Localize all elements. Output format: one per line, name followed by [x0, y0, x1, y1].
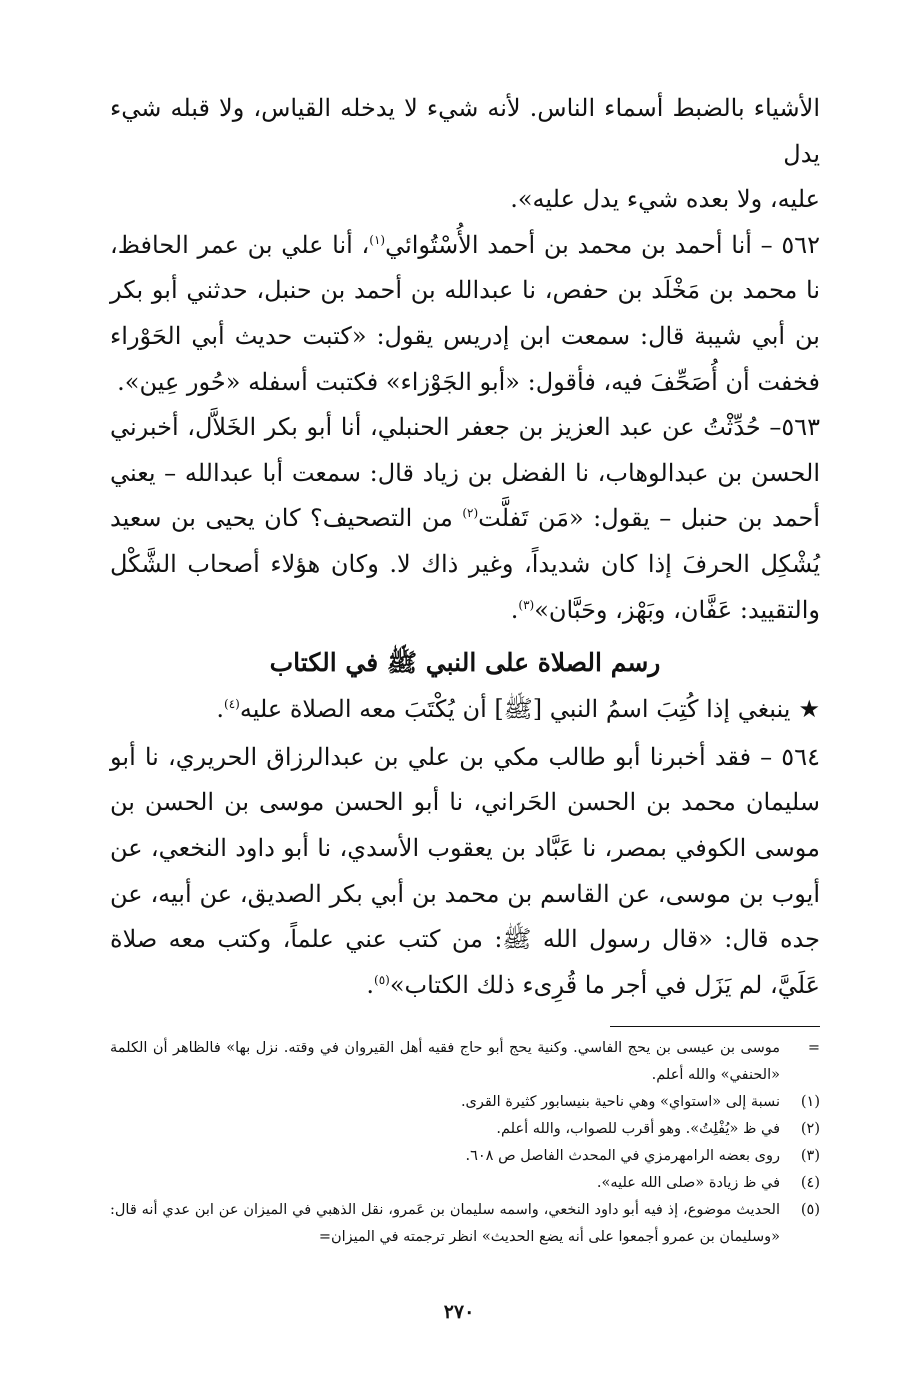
punctuation: . — [366, 970, 374, 999]
punctuation: . — [216, 695, 225, 724]
item-number: ٥٦٢ – — [760, 230, 820, 259]
footnote-text: موسى بن عيسى بن يحج الفاسي. وكنية يحج أبو حاج فقيه أهل القيروان في وقته. نزل بها» فالظاهر أن الكلمة «الحنفي» والله أعلم. — [110, 1040, 780, 1084]
footnote-text: الحديث موضوع، إذ فيه أبو داود النخعي، واسمه سليمان بن عَمرو، نقل الذهبي في الميزان عن ابن عدي أنه قال: «وسليمان بن عمرو أجمعوا على أنه يضع الحديث» انظر ترجمته في الميزان= — [110, 1202, 780, 1246]
footnote-mark: (٣) — [800, 1148, 820, 1165]
main-text — [110, 86, 820, 1008]
paragraph-text: حُدِّثْتُ عن عبد العزيز بن جعفر الحنبلي، أنا أبو بكر الخَلاَّل، أخبرني الحسن بن عبدالوهاب، نا الفضل بن زياد قال: سمعت أبا عبدالله – يعني أحمد بن حنبل – يقول: «مَن تَفلَّت — [110, 413, 820, 533]
footnote-text: في ظ «يُفْلِتُ». وهو أقرب للصواب، والله أعلم. — [496, 1121, 780, 1138]
item-number: ٥٦٤ – — [760, 742, 820, 771]
page-number: ٢٧٠ — [443, 1301, 475, 1323]
footnote-mark: (٤) — [800, 1175, 820, 1192]
footnote-text: في ظ زيادة «صلى الله عليه». — [596, 1175, 780, 1192]
punctuation: . — [510, 595, 519, 624]
footnote-ref: (٤) — [224, 697, 240, 712]
footnote-divider — [610, 1026, 820, 1027]
paragraph-564 — [110, 735, 820, 1009]
book-page — [110, 86, 820, 1251]
paragraph-text: ، أنا علي بن عمر الحافظ، نا محمد بن مَخْلَد بن حفص، نا عبدالله بن أحمد بن حنبل، حدثني أبو بكر بن أبي شيبة قال: سمعت ابن إدريس يقول: «كتبت حديث أبي الحَوْراء فخفت أن أُصَحِّفَ فيه، فأقول: «أبو الجَوْزاء» فكتبت أسفله «حُور عِين». — [110, 230, 820, 396]
paragraph-text: أنا أحمد بن محمد بن أحمد الأُسْتُوائي — [385, 230, 752, 259]
paragraph-563 — [110, 405, 820, 633]
footnote — [110, 1035, 820, 1089]
footnote-text: روى بعضه الرامهرمزي في المحدث الفاصل ص ٦٠٨. — [465, 1148, 780, 1165]
footnote-mark: (٢) — [800, 1121, 820, 1138]
footnote — [110, 1170, 820, 1197]
footnote-text: نسبة إلى «استواي» وهي ناحية بنيسابور كثيرة القرى. — [460, 1094, 780, 1111]
text-line: الأشياء بالضبط أسماء الناس. لأنه شيء لا يدخله القياس، ولا قبله شيء يدل — [110, 94, 820, 168]
notice-line — [110, 687, 820, 733]
footnotes — [110, 1035, 820, 1251]
footnote — [110, 1143, 820, 1170]
footnote-mark: = — [807, 1040, 820, 1057]
paragraph-562 — [110, 223, 820, 405]
footnote-mark: (١) — [800, 1094, 820, 1111]
section-title: رسم الصلاة على النبي ﷺ في الكتاب — [269, 648, 661, 678]
footnote-ref: (٥) — [374, 972, 390, 987]
item-number: ٥٦٣– — [769, 413, 820, 442]
footnote-ref: (٣) — [518, 597, 535, 612]
footnote-mark: (٥) — [800, 1202, 820, 1219]
footnote-ref: (٢) — [462, 506, 479, 521]
star-icon: ★ — [798, 695, 820, 724]
footnote — [110, 1089, 820, 1116]
paragraph-continuation — [110, 86, 820, 223]
paragraph-text: من التصحيف؟ كان يحيى بن سعيد يُشْكِل الحرفَ إذا كان شديداً، وغير ذاك لا. وكان هؤلاء أصحاب الشَّكْل والتقييد: عَفَّان، وبَهْز، وحَبَّان» — [110, 504, 820, 624]
text-line: عليه، ولا بعده شيء يدل عليه». — [510, 185, 820, 214]
notice-text: ينبغي إذا كُتِبَ اسمُ النبي [ﷺ] أن يُكْتَبَ معه الصلاة عليه — [239, 695, 791, 724]
footnote — [110, 1116, 820, 1143]
footnote — [110, 1197, 820, 1251]
footnote-ref: (١) — [369, 232, 386, 247]
paragraph-text: فقد أخبرنا أبو طالب مكي بن علي بن عبدالرزاق الحريري، نا أبو سليمان محمد بن الحسن الحَراني، نا أبو الحسن موسى بن الحسن بن موسى الكوفي بمصر، نا عَبَّاد بن يعقوب الأسدي، نا أبو داود النخعي، عن أيوب بن موسى، عن القاسم بن محمد بن أبي بكر الصديق، عن أبيه، عن جده قال: «قال رسول الله ﷺ: من كتب عني علماً، وكتب معه صلاة عَلَيَّ، لم يَزَل في أجر ما قُرِىء ذلك الكتاب» — [110, 742, 820, 999]
